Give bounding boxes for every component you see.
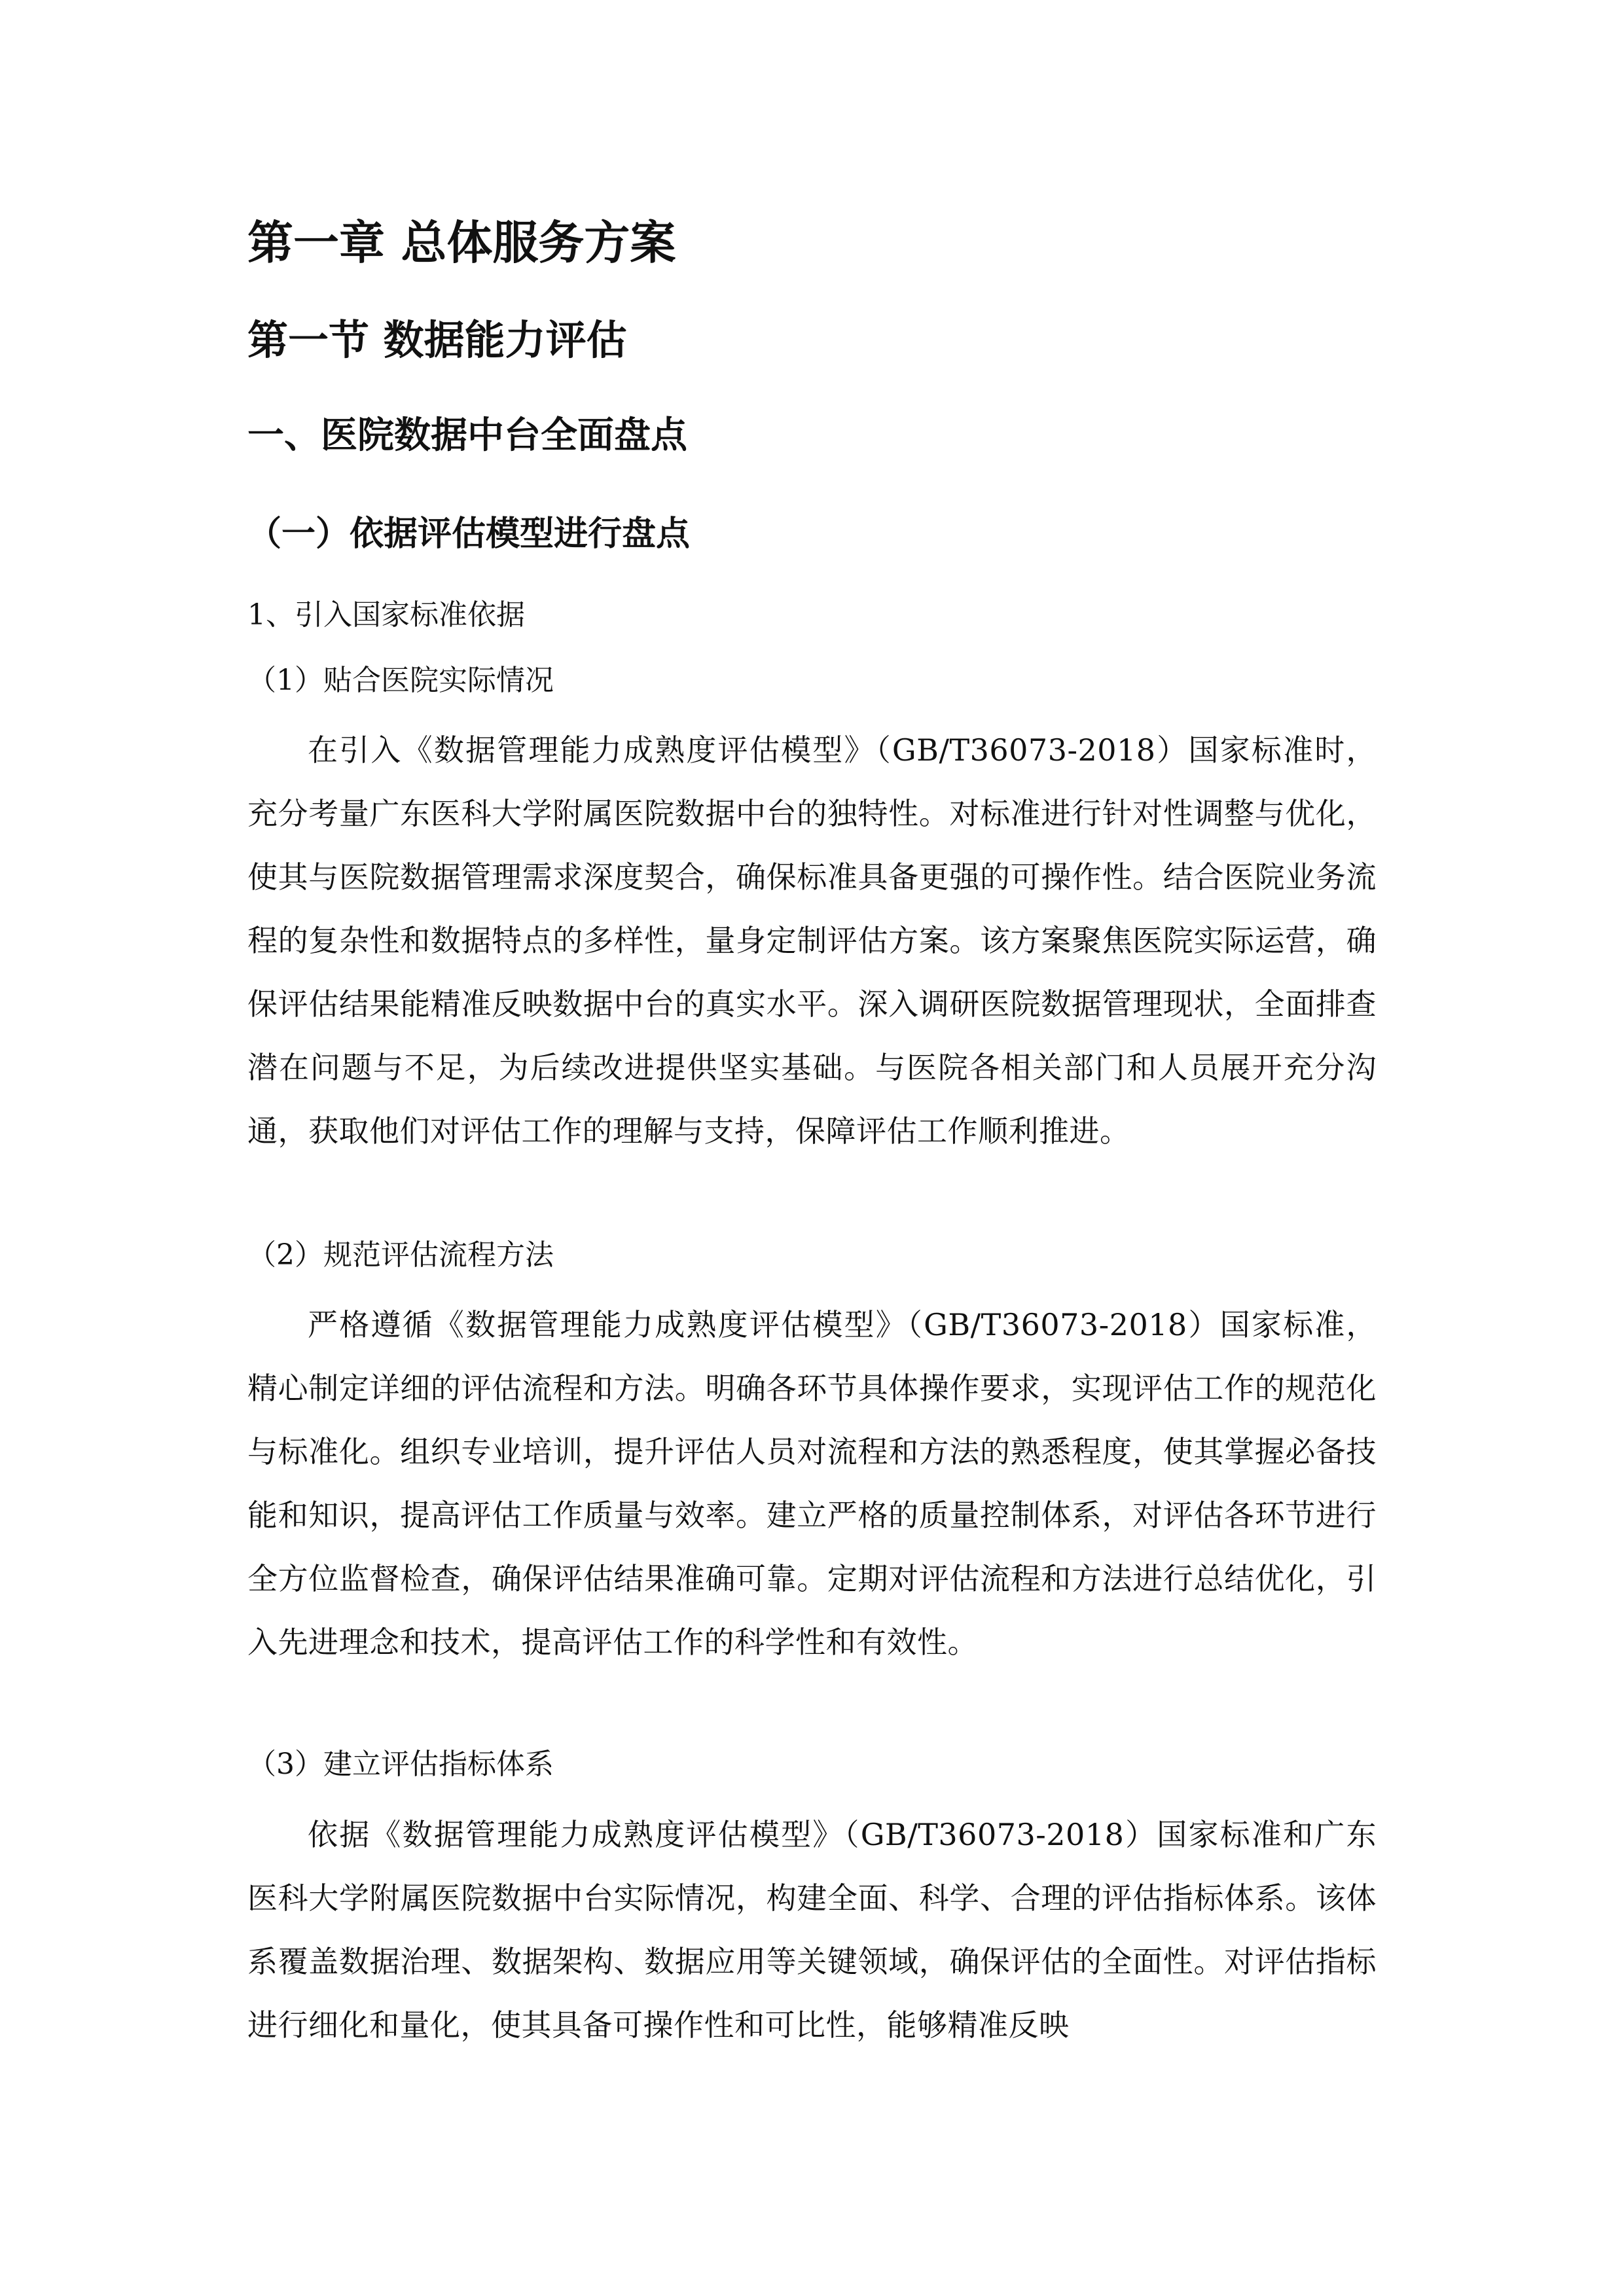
point-1-heading: （1）贴合医院实际情况 <box>247 664 554 697</box>
subsubsection-title: （一）依据评估模型进行盘点 <box>247 514 691 554</box>
point-2-body: 严格遵循《数据管理能力成熟度评估模型》（GB/T36073-2018）国家标准，精心制定详细的评估流程和方法。明确各环节具体操作要求，实现评估工作的规范化与标准化。组织专业培训，提升评估人员对流程和方法的熟悉程度，使其掌握必备技能和知识，提高评估工作质量与效率。建立严格的质量控制体系，对评估各环节进行全方位监督检查，确保评估结果准确可靠。定期对评估流程和方法进行总结优化，引入先进理念和技术，提高评估工作的科学性和有效性。 <box>247 1307 1377 1660</box>
chapter-title: 第一章 总体服务方案 <box>247 216 676 270</box>
section-title: 第一节 数据能力评估 <box>247 316 627 364</box>
point-2-heading: （2）规范评估流程方法 <box>247 1238 554 1272</box>
point-3-body: 依据《数据管理能力成熟度评估模型》（GB/T36073-2018）国家标准和广东医科大学附属医院数据中台实际情况，构建全面、科学、合理的评估指标体系。该体系覆盖数据治理、数据架构、数据应用等关键领域，确保评估的全面性。对评估指标进行细化和量化，使其具备可操作性和可比性，能够精准反映 <box>247 1817 1377 2043</box>
item-title: 1、引入国家标准依据 <box>247 598 525 632</box>
point-3-heading: （3）建立评估指标体系 <box>247 1748 554 1781</box>
document-page <box>247 0 1377 2296</box>
subsection-title: 一、医院数据中台全面盘点 <box>247 414 687 457</box>
point-1-body: 在引入《数据管理能力成熟度评估模型》（GB/T36073-2018）国家标准时，充分考量广东医科大学附属医院数据中台的独特性。对标准进行针对性调整与优化，使其与医院数据管理需求深度契合，确保标准具备更强的可操作性。结合医院业务流程的复杂性和数据特点的多样性，量身定制评估方案。该方案聚焦医院实际运营，确保评估结果能精准反映数据中台的真实水平。深入调研医院数据管理现状，全面排查潜在问题与不足，为后续改进提供坚实基础。与医院各相关部门和人员展开充分沟通，获取他们对评估工作的理解与支持，保障评估工作顺利推进。 <box>247 732 1377 1149</box>
